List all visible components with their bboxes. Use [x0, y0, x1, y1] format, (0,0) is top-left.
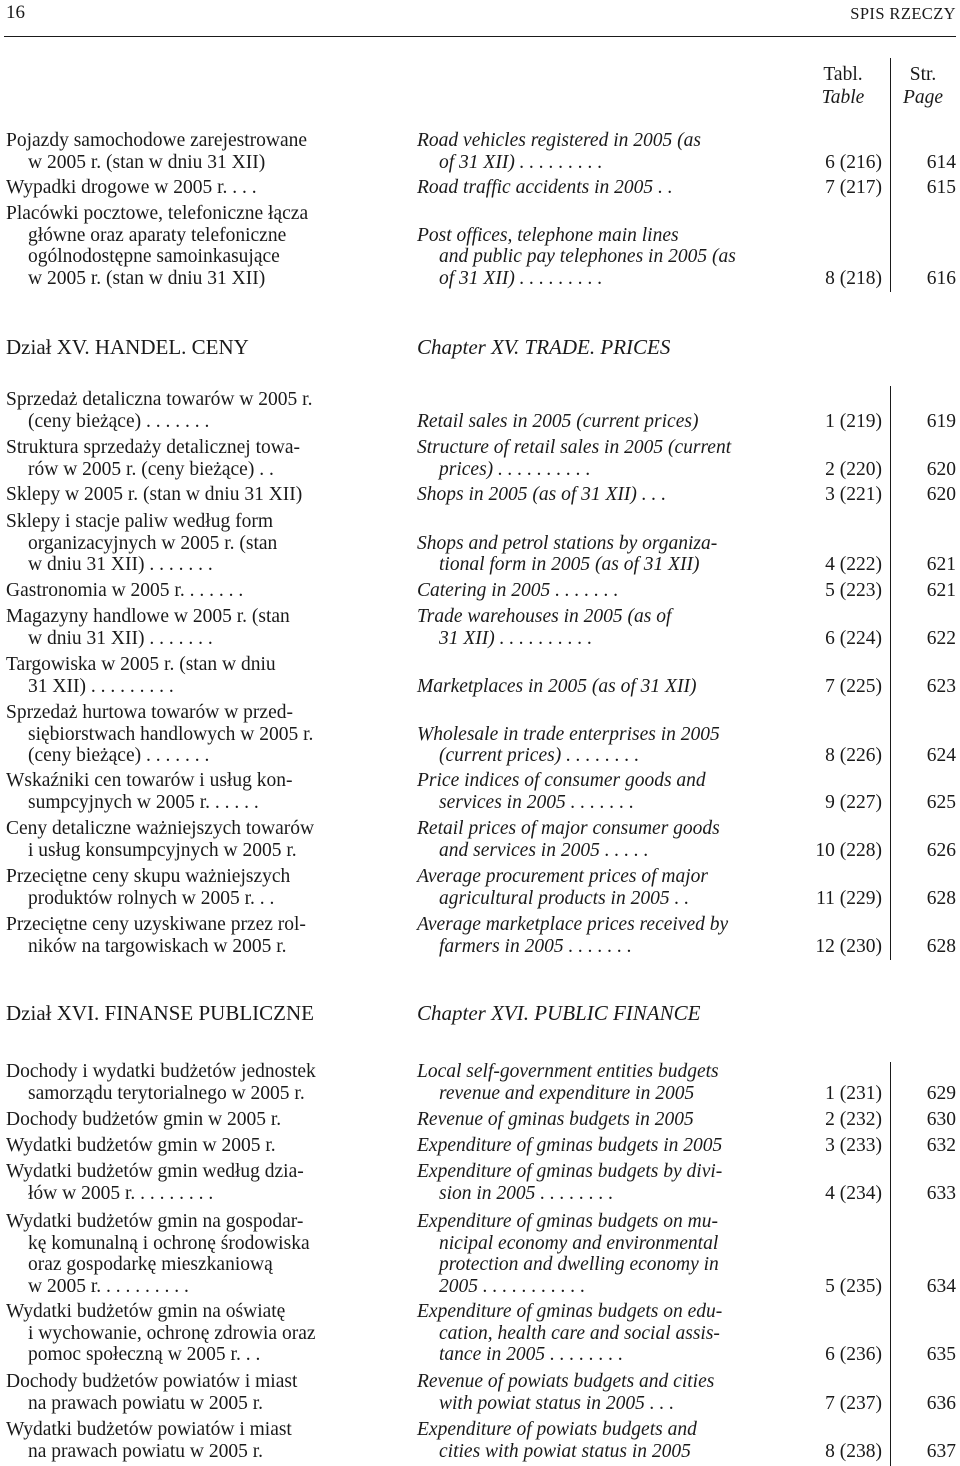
column-header-table-en: Table	[821, 87, 865, 108]
toc-row	[0, 580, 960, 602]
entry-line: Sprzedaż detaliczna towarów w 2005 r.	[6, 389, 313, 410]
table-number: 5 (223)	[825, 580, 882, 601]
entry-title-en	[417, 1301, 789, 1366]
entry-line: agricultural products in 2005 . .	[439, 887, 690, 909]
toc-row	[0, 818, 960, 861]
entry-title-en	[417, 866, 789, 909]
table-number: 6 (216)	[825, 151, 882, 173]
entry-line: Trade warehouses in 2005 (as of	[417, 606, 672, 627]
entry-line: farmers in 2005 . . . . . . .	[439, 935, 632, 957]
entry-line: na prawach powiatu w 2005 r.	[28, 1392, 264, 1414]
toc-row	[0, 177, 960, 199]
entry-line: w 2005 r. . . . . . . . . .	[28, 1275, 189, 1297]
entry-title-pl	[6, 914, 376, 957]
page-ref: 619	[926, 410, 956, 432]
entry-title-pl	[6, 580, 376, 602]
entry-line: 31 XII) . . . . . . . . .	[28, 675, 174, 697]
entry-line: Price indices of consumer goods and	[417, 770, 706, 791]
page-ref: 636	[926, 1392, 956, 1414]
entry-line: ników na targowiskach w 2005 r.	[28, 935, 287, 957]
entry-line: with powiat status in 2005 . . .	[439, 1392, 675, 1414]
entry-line: Dochody i wydatki budżetów jednostek	[6, 1061, 316, 1082]
toc-row	[0, 914, 960, 957]
table-number: 4 (234)	[825, 1182, 882, 1204]
entry-title-en	[417, 1419, 789, 1462]
entry-title-en	[417, 1161, 789, 1204]
entry-line: w 2005 r. (stan w dniu 31 XII)	[28, 151, 266, 173]
table-number: 7 (237)	[825, 1392, 882, 1414]
entry-line: pomoc społeczną w 2005 r. . .	[28, 1344, 261, 1365]
toc-row	[0, 1211, 960, 1297]
entry-line: 31 XII) . . . . . . . . . .	[439, 627, 593, 649]
entry-title-pl	[6, 203, 376, 289]
entry-line: Expenditure of gminas budgets by divi-	[417, 1161, 723, 1182]
entry-title-pl	[6, 511, 376, 576]
column-header-table	[802, 62, 884, 109]
page-ref: 629	[926, 1082, 956, 1104]
entry-line	[417, 702, 789, 724]
entry-line: Dochody budżetów gmin w 2005 r.	[6, 1109, 282, 1130]
toc-row	[0, 1419, 960, 1462]
column-header-page-en: Page	[902, 87, 944, 108]
entry-line: (ceny bieżące) . . . . . . .	[28, 745, 210, 766]
entry-line: prices) . . . . . . . . . .	[439, 458, 591, 480]
entry-line: Structure of retail sales in 2005 (current	[417, 437, 732, 458]
entry-line: tance in 2005 . . . . . . . .	[439, 1344, 624, 1365]
entry-line: produktów rolnych w 2005 r. . .	[28, 887, 275, 909]
entry-title-en	[417, 914, 789, 957]
entry-line: na prawach powiatu w 2005 r.	[28, 1440, 264, 1462]
entry-line: Retail prices of major consumer goods	[417, 818, 720, 839]
entry-line	[417, 654, 789, 676]
entry-line: Sprzedaż hurtowa towarów w przed-	[6, 702, 293, 723]
entry-title-en	[417, 484, 789, 506]
entry-line: Wydatki budżetów gmin na gospodar-	[6, 1211, 304, 1232]
running-title: SPIS RZECZY	[850, 4, 956, 23]
entry-title-en	[417, 818, 789, 861]
entry-title-pl	[6, 818, 376, 861]
table-number: 6 (224)	[825, 627, 882, 649]
entry-line: Local self-government entities budgets	[417, 1061, 719, 1082]
entry-title-pl	[6, 389, 376, 432]
table-number: 3 (221)	[825, 484, 882, 505]
entry-line: Wskaźniki cen towarów i usług kon-	[6, 770, 293, 791]
toc-row	[0, 1109, 960, 1131]
entry-line: Wydatki budżetów gmin według dzia-	[6, 1161, 304, 1182]
toc-row	[0, 1371, 960, 1414]
table-number: 9 (227)	[825, 791, 882, 813]
toc-row	[0, 1135, 960, 1157]
entry-line: Wydatki budżetów gmin na oświatę	[6, 1301, 286, 1322]
entry-line: organizacyjnych w 2005 r. (stan	[28, 532, 278, 554]
entry-line: of 31 XII) . . . . . . . . .	[439, 267, 603, 289]
table-number: 12 (230)	[815, 935, 882, 957]
chapter-heading-en: Chapter XVI. PUBLIC FINANCE	[417, 1001, 701, 1025]
table-number: 1 (219)	[825, 410, 882, 432]
page-ref: 624	[926, 745, 956, 766]
entry-title-pl	[6, 1371, 376, 1414]
page-ref: 616	[926, 267, 956, 289]
entry-line	[417, 511, 789, 533]
page-ref: 632	[926, 1135, 956, 1156]
entry-line: Wydatki budżetów powiatów i miast	[6, 1419, 292, 1440]
entry-title-pl	[6, 654, 376, 697]
entry-line: Road traffic accidents in 2005 . .	[417, 177, 673, 198]
page-ref: 630	[926, 1109, 956, 1130]
entry-line: Expenditure of gminas budgets on edu-	[417, 1301, 723, 1322]
entry-line: Przeciętne ceny skupu ważniejszych	[6, 866, 291, 887]
entry-line: services in 2005 . . . . . . .	[439, 791, 634, 813]
entry-title-pl	[6, 606, 376, 649]
entry-title-pl	[6, 177, 376, 199]
entry-line: Post offices, telephone main lines	[417, 224, 679, 246]
entry-title-en	[417, 702, 789, 767]
chapter-heading-pl: Dział XVI. FINANSE PUBLICZNE	[6, 1001, 314, 1025]
entry-title-en	[417, 1371, 789, 1414]
toc-row	[0, 203, 960, 289]
entry-line: ogólnodostępne samoinkasujące	[28, 246, 280, 267]
entry-line: Expenditure of gminas budgets on mu-	[417, 1211, 718, 1232]
table-number: 7 (225)	[825, 675, 882, 697]
entry-line: Shops in 2005 (as of 31 XII) . . .	[417, 484, 667, 505]
entry-line: i wychowanie, ochronę zdrowia oraz	[28, 1322, 316, 1344]
entry-title-pl	[6, 1061, 376, 1104]
entry-title-en	[417, 130, 789, 173]
table-number: 8 (226)	[825, 745, 882, 766]
table-number: 1 (231)	[825, 1082, 882, 1104]
toc-row	[0, 511, 960, 576]
entry-title-pl	[6, 770, 376, 813]
table-number: 6 (236)	[825, 1344, 882, 1365]
entry-line: Revenue of powiats budgets and cities	[417, 1371, 715, 1392]
entry-title-pl	[6, 130, 376, 173]
entry-line: nicipal economy and environmental	[439, 1232, 719, 1254]
entry-line: revenue and expenditure in 2005	[439, 1082, 695, 1104]
entry-line: Magazyny handlowe w 2005 r. (stan	[6, 606, 290, 627]
entry-line: (current prices) . . . . . . . .	[439, 745, 640, 766]
entry-line: Road vehicles registered in 2005 (as	[417, 130, 701, 151]
entry-line: Wypadki drogowe w 2005 r. . . .	[6, 177, 257, 198]
entry-line: Targowiska w 2005 r. (stan w dniu	[6, 654, 276, 675]
entry-line: protection and dwelling economy in	[439, 1254, 719, 1275]
entry-line: Przeciętne ceny uzyskiwane przez rol-	[6, 914, 306, 935]
entry-line: Placówki pocztowe, telefoniczne łącza	[6, 203, 309, 224]
column-header-table-pl: Tabl.	[823, 64, 863, 85]
toc-row	[0, 702, 960, 767]
table-number: 11 (229)	[816, 887, 882, 909]
page-ref: 621	[926, 580, 956, 601]
entry-title-en	[417, 770, 789, 813]
toc-row	[0, 770, 960, 813]
toc-row	[0, 654, 960, 697]
table-number: 3 (233)	[825, 1135, 882, 1156]
column-header-page	[886, 62, 960, 109]
entry-line: kę komunalną i ochronę środowiska	[28, 1232, 310, 1254]
entry-title-pl	[6, 1135, 376, 1157]
entry-line: Shops and petrol stations by organiza-	[417, 532, 718, 554]
page-ref: 628	[926, 887, 956, 909]
chapter-heading-pl: Dział XV. HANDEL. CENY	[6, 335, 249, 359]
entry-line: w 2005 r. (stan w dniu 31 XII)	[28, 267, 266, 289]
entry-title-en	[417, 511, 789, 576]
page-ref: 637	[926, 1440, 956, 1462]
table-number: 10 (228)	[815, 839, 882, 861]
toc-row	[0, 1061, 960, 1104]
entry-title-en	[417, 1135, 789, 1157]
entry-line: Average procurement prices of major	[417, 866, 708, 887]
page-ref: 625	[926, 791, 956, 813]
entry-title-pl	[6, 1419, 376, 1462]
page-number: 16	[6, 2, 25, 23]
page-ref: 634	[926, 1275, 956, 1297]
entry-line: sumpcyjnych w 2005 r. . . . . .	[28, 791, 259, 813]
entry-title-pl	[6, 866, 376, 909]
entry-title-en	[417, 606, 789, 649]
entry-line: cation, health care and social assis-	[439, 1322, 720, 1344]
entry-line: oraz gospodarkę mieszkaniową	[28, 1254, 273, 1275]
entry-line: rów w 2005 r. (ceny bieżące) . .	[28, 458, 274, 480]
page-ref: 626	[926, 839, 956, 861]
entry-line: Retail sales in 2005 (current prices)	[417, 410, 699, 432]
toc-row	[0, 1161, 960, 1204]
entry-line: Pojazdy samochodowe zarejestrowane	[6, 130, 308, 151]
toc-row	[0, 606, 960, 649]
page-ref: 623	[926, 675, 956, 697]
column-header-page-pl: Str.	[909, 64, 937, 85]
entry-line: sion in 2005 . . . . . . . .	[439, 1182, 614, 1204]
entry-title-en	[417, 1109, 789, 1131]
entry-title-pl	[6, 1161, 376, 1204]
page-ref: 620	[926, 484, 956, 505]
entry-line	[417, 203, 789, 225]
page-ref: 620	[926, 458, 956, 480]
entry-title-en	[417, 411, 789, 433]
entry-line: główne oraz aparaty telefoniczne	[28, 224, 287, 246]
page-ref: 615	[926, 177, 956, 198]
entry-line: Revenue of gminas budgets in 2005	[417, 1109, 694, 1130]
entry-line: i usług konsumpcyjnych w 2005 r.	[28, 839, 297, 861]
table-number: 4 (222)	[825, 554, 882, 575]
page-ref: 622	[926, 627, 956, 649]
entry-line: Expenditure of gminas budgets in 2005	[417, 1135, 723, 1156]
table-number: 2 (232)	[825, 1109, 882, 1130]
entry-title-en	[417, 437, 789, 480]
entry-title-en	[417, 203, 789, 289]
entry-line: Wholesale in trade enterprises in 2005	[417, 723, 720, 745]
entry-line: Dochody budżetów powiatów i miast	[6, 1371, 298, 1392]
entry-line: (ceny bieżące) . . . . . . .	[28, 410, 210, 432]
entry-line: and public pay telephones in 2005 (as	[439, 246, 736, 267]
entry-line: samorządu terytorialnego w 2005 r.	[28, 1082, 305, 1104]
page-ref: 628	[926, 935, 956, 957]
entry-line: Wydatki budżetów gmin w 2005 r.	[6, 1135, 276, 1156]
entry-line: cities with powiat status in 2005	[439, 1440, 691, 1462]
toc-row	[0, 130, 960, 173]
entry-title-en	[417, 654, 789, 697]
table-number: 7 (217)	[825, 177, 882, 198]
toc-row	[0, 389, 960, 432]
header-rule	[4, 36, 956, 37]
entry-title-pl	[6, 702, 376, 767]
entry-title-en	[417, 580, 789, 602]
entry-line: Sklepy i stacje paliw według form	[6, 511, 273, 532]
entry-line: Gastronomia w 2005 r. . . . . . .	[6, 580, 244, 601]
toc-row	[0, 1301, 960, 1366]
page-ref: 633	[926, 1182, 956, 1204]
entry-title-en	[417, 1211, 789, 1297]
page-ref: 635	[926, 1344, 956, 1365]
entry-title-en	[417, 177, 789, 199]
table-number: 8 (218)	[825, 267, 882, 289]
entry-line: Average marketplace prices received by	[417, 914, 729, 935]
entry-title-pl	[6, 437, 376, 480]
entry-line: Ceny detaliczne ważniejszych towarów	[6, 818, 315, 839]
entry-line: Expenditure of powiats budgets and	[417, 1419, 697, 1440]
entry-line: Struktura sprzedaży detalicznej towa-	[6, 437, 300, 458]
table-number: 8 (238)	[825, 1440, 882, 1462]
entry-line: w dniu 31 XII) . . . . . . .	[28, 627, 213, 649]
entry-line: łów w 2005 r. . . . . . . . .	[28, 1182, 214, 1204]
toc-row	[0, 866, 960, 909]
chapter-heading-en: Chapter XV. TRADE. PRICES	[417, 335, 671, 359]
entry-title-pl	[6, 484, 376, 506]
entry-line: and services in 2005 . . . . .	[439, 839, 649, 861]
entry-title-pl	[6, 1211, 376, 1297]
entry-title-pl	[6, 1301, 376, 1366]
entry-line: Sklepy w 2005 r. (stan w dniu 31 XII)	[6, 484, 303, 505]
toc-row	[0, 484, 960, 506]
entry-line: w dniu 31 XII) . . . . . . .	[28, 554, 213, 575]
toc-row	[0, 437, 960, 480]
entry-line: of 31 XII) . . . . . . . . .	[439, 151, 603, 173]
entry-title-en	[417, 1061, 789, 1104]
table-number: 5 (235)	[825, 1275, 882, 1297]
entry-line: siębiorstwach handlowych w 2005 r.	[28, 723, 314, 745]
page-ref: 621	[926, 554, 956, 575]
entry-line: Catering in 2005 . . . . . . .	[417, 580, 619, 601]
entry-line: Marketplaces in 2005 (as of 31 XII)	[417, 675, 697, 697]
page-ref: 614	[926, 151, 956, 173]
entry-line: tional form in 2005 (as of 31 XII)	[439, 554, 700, 575]
entry-line: 2005 . . . . . . . . . . .	[439, 1275, 586, 1297]
entry-title-pl	[6, 1109, 376, 1131]
table-number: 2 (220)	[825, 458, 882, 480]
